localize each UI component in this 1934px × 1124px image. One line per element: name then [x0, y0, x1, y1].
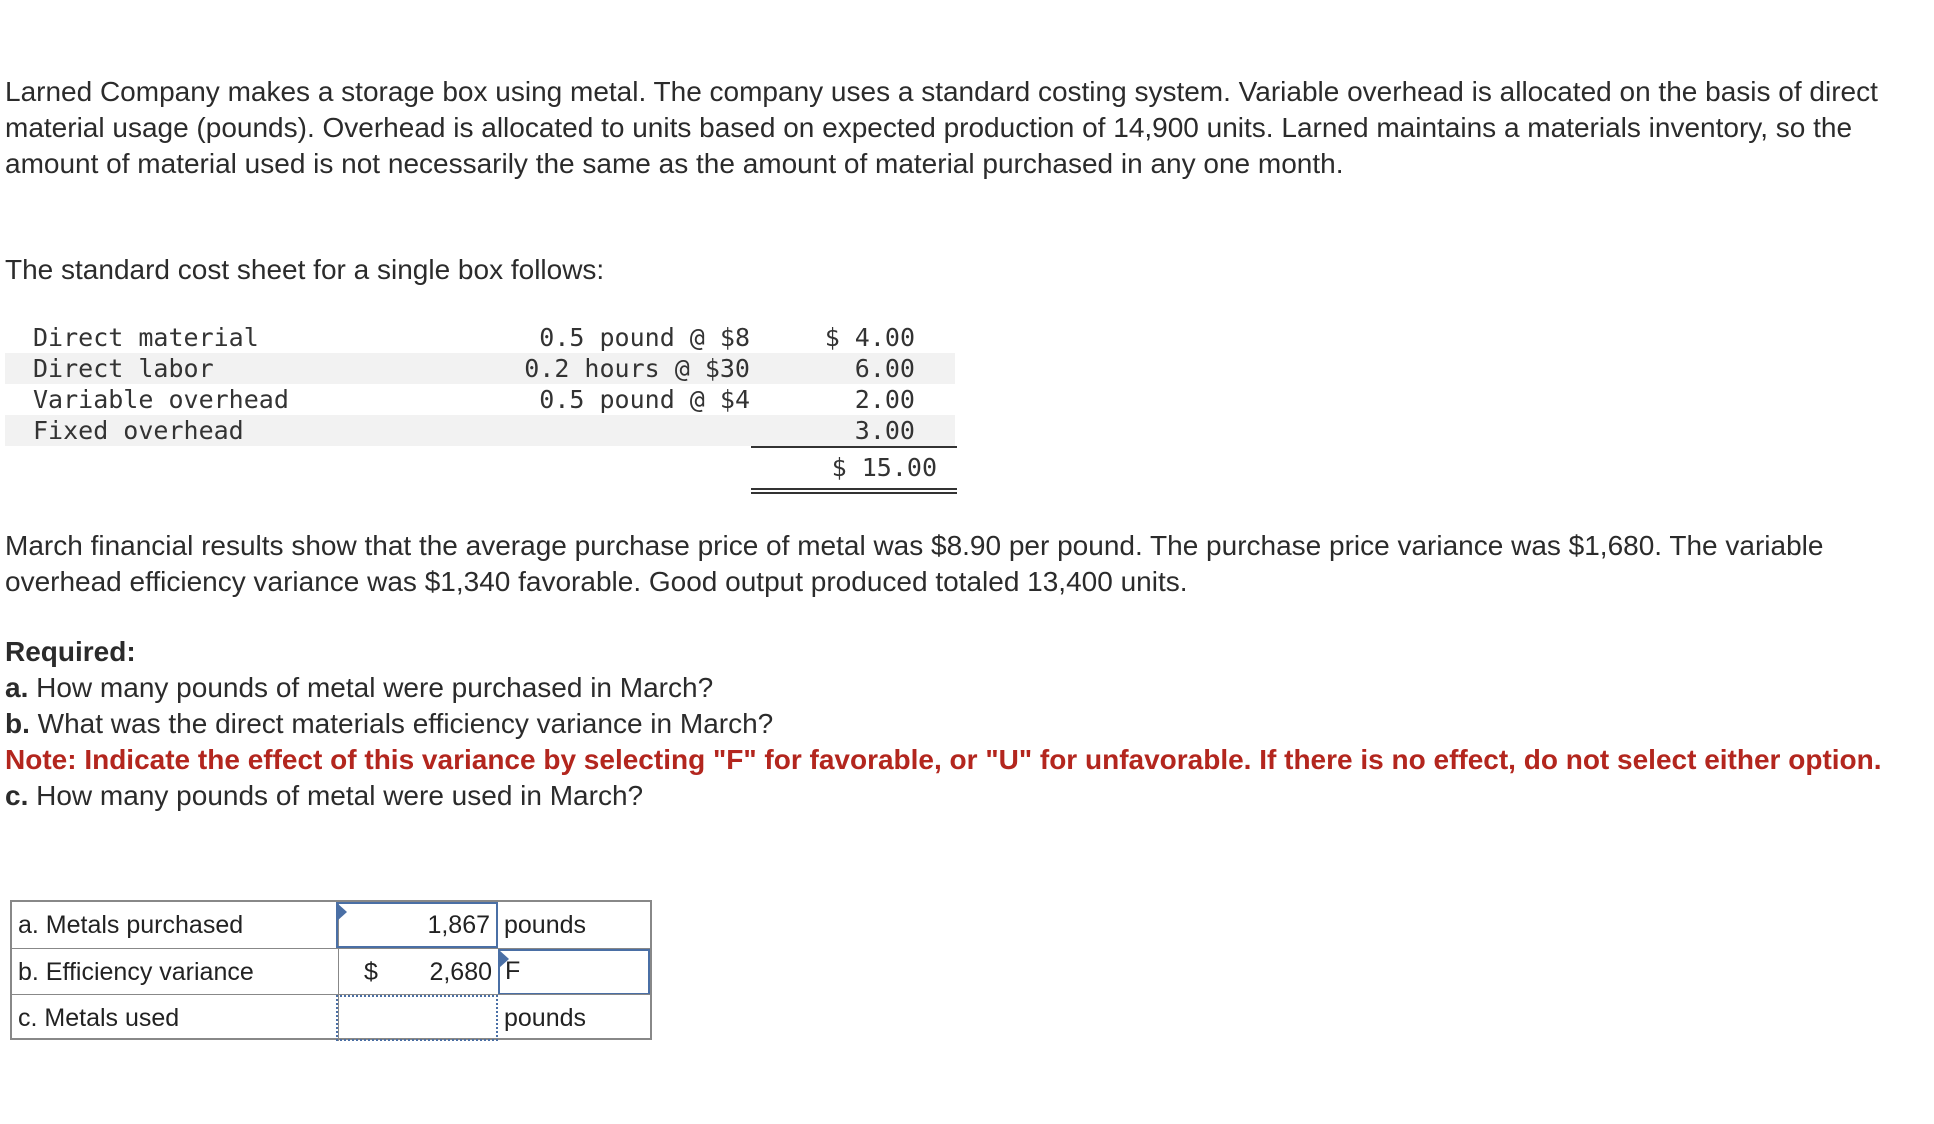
cost-amount: 6.00 — [854, 354, 915, 383]
cost-row-fixed-overhead — [5, 415, 955, 446]
dropdown-marker-icon — [499, 950, 509, 968]
cost-total-value: $ 15.00 — [831, 453, 937, 482]
cost-item: Direct labor — [33, 354, 214, 383]
metals-purchased-cell — [336, 902, 498, 948]
cost-row-direct-material — [5, 322, 955, 353]
answer-label: b. Efficiency variance — [18, 949, 339, 995]
question-b — [5, 706, 1925, 742]
question-a — [5, 670, 1925, 706]
answer-row-metals-used — [12, 994, 650, 1041]
dollar-sign: $ — [364, 958, 378, 986]
answer-unit: pounds — [504, 911, 587, 939]
metals-purchased-input[interactable] — [338, 904, 496, 946]
answer-row-efficiency-variance — [12, 948, 650, 995]
answer-table — [10, 900, 652, 1040]
standard-cost-sheet — [5, 322, 955, 482]
metals-used-cell — [336, 995, 498, 1041]
question-text: What was the direct materials efficiency variance in March? — [29, 708, 774, 739]
cost-qty: 0.5 pound @ $4 — [539, 385, 750, 414]
answer-label: c. Metals used — [18, 995, 339, 1041]
cost-row-variable-overhead — [5, 384, 955, 415]
problem-intro: Larned Company makes a storage box using metal. The company uses a standard costing system. Variable overhead is allocated on the basis of direct material usage (pounds). Overhead is allocated to units based on expected production of 14,900 units. Larned maintains a materials inventory, so the amount of material used is not necessarily the same as the amount of material purchased in any one month. — [5, 76, 1878, 179]
cost-item: Fixed overhead — [33, 416, 244, 445]
variance-effect-select[interactable] — [498, 949, 650, 995]
cost-amount: 2.00 — [854, 385, 915, 414]
cost-total — [751, 452, 957, 483]
question-letter: c. — [5, 780, 29, 811]
answer-label: a. Metals purchased — [18, 902, 339, 948]
total-double-rule — [751, 488, 957, 494]
answer-row-metals-purchased — [12, 902, 650, 948]
question-letter: a. — [5, 672, 29, 703]
cost-item: Direct material — [33, 323, 259, 352]
cost-qty: 0.5 pound @ $8 — [539, 323, 750, 352]
question-letter: b. — [5, 708, 30, 739]
question-c — [5, 778, 1925, 814]
metals-used-input[interactable] — [338, 997, 496, 1039]
required-section — [5, 634, 1925, 814]
subtotal-rule — [751, 446, 957, 448]
question-text: How many pounds of metal were used in March? — [28, 780, 644, 811]
cost-row-direct-labor — [5, 353, 955, 384]
answer-unit: pounds — [504, 1004, 587, 1032]
cell-marker-icon — [337, 903, 347, 921]
variance-effect-value: F — [505, 957, 521, 985]
question-text: How many pounds of metal were purchased in March? — [28, 672, 714, 703]
cost-amount: 3.00 — [854, 416, 915, 445]
cost-sheet-intro: The standard cost sheet for a single box follows: — [5, 254, 605, 285]
cost-qty: 0.2 hours @ $30 — [524, 354, 750, 383]
required-heading: Required: — [5, 636, 136, 667]
variance-note: Note: Indicate the effect of this variance by selecting "F" for favorable, or "U" for unfavorable. If there is no effect, do not select either option. — [5, 744, 1882, 775]
efficiency-variance-cell — [336, 949, 498, 995]
march-results: March financial results show that the average purchase price of metal was $8.90 per pound. The purchase price variance was $1,680. The variable overhead efficiency variance was $1,340 favorable. Good output produced totaled 13,400 units. — [5, 530, 1824, 597]
cost-amount: $ 4.00 — [824, 323, 915, 352]
cost-item: Variable overhead — [33, 385, 289, 414]
efficiency-variance-input[interactable] — [336, 949, 498, 995]
